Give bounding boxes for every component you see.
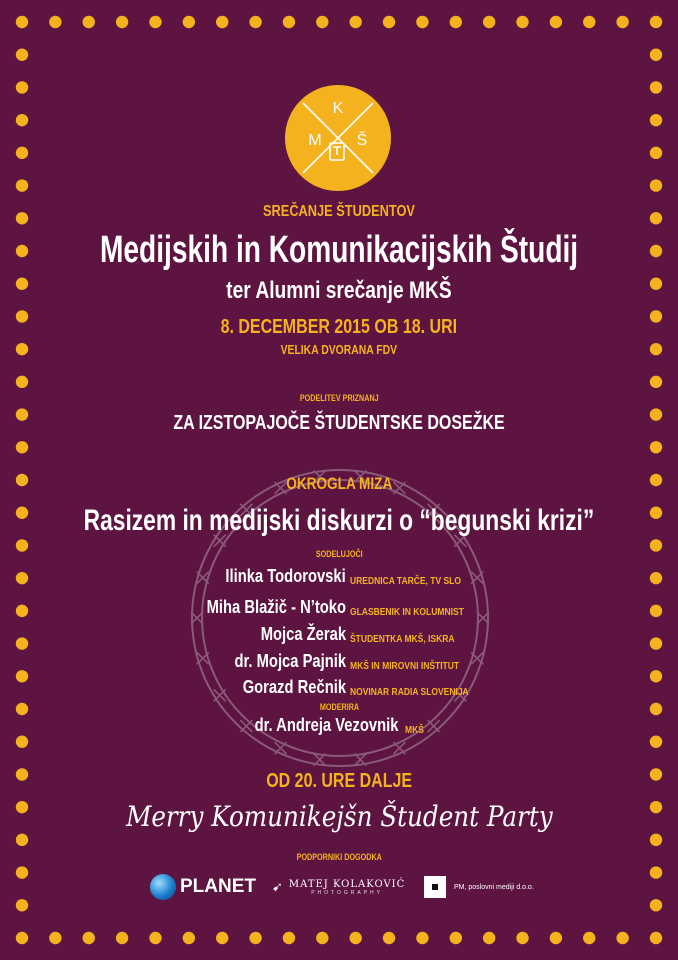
border-dot	[650, 670, 662, 682]
planet-logo-text: PLANET	[180, 876, 256, 897]
border-dot	[149, 16, 161, 28]
border-dot	[650, 179, 662, 191]
border-dot	[650, 114, 662, 126]
border-dot	[16, 834, 28, 846]
border-dot	[650, 49, 662, 61]
sponsor-planet	[150, 872, 256, 902]
border-dot	[16, 441, 28, 453]
border-dot	[550, 932, 562, 944]
border-dot	[16, 932, 28, 944]
border-dot	[416, 932, 428, 944]
moderator-role: MKŠ	[405, 725, 424, 736]
border-dot	[283, 16, 295, 28]
border-dot	[616, 932, 628, 944]
participant-role: MKŠ IN MIROVNI INŠTITUT	[350, 661, 460, 672]
sponsors-label: PODPORNIKI DOGODKA	[296, 852, 382, 862]
border-dot	[16, 49, 28, 61]
border-dot	[16, 670, 28, 682]
awards-title: ZA IZSTOPAJOČE ŠTUDENTSKE DOSEŽKE	[173, 412, 505, 434]
border-dot	[116, 16, 128, 28]
border-dot	[16, 637, 28, 649]
photographer-bird-icon: ➹	[272, 879, 283, 894]
photographer-name: MATEJ KOLAKOVIĆ	[288, 878, 406, 890]
border-dot	[16, 114, 28, 126]
border-dot	[583, 16, 595, 28]
border-dot	[316, 932, 328, 944]
photographer-sub: PHOTOGRAPHY	[311, 889, 383, 896]
border-dot	[483, 932, 495, 944]
border-dot	[16, 736, 28, 748]
sponsor-photographer	[272, 872, 405, 902]
border-dot	[183, 16, 195, 28]
logo-letter-s: Š	[356, 132, 368, 149]
border-dot	[316, 16, 328, 28]
border-dot	[416, 16, 428, 28]
mks-logo	[285, 85, 391, 191]
participant-name: Gorazd Rečnik	[242, 677, 346, 697]
border-dot	[650, 147, 662, 159]
border-dot	[383, 16, 395, 28]
border-dot	[216, 16, 228, 28]
border-dot	[650, 899, 662, 911]
sponsor-pm	[424, 872, 534, 902]
event-date: 8. DECEMBER 2015 OB 18. URI	[220, 316, 458, 338]
event-title: Medijskih in Komunikacijskih Študij	[99, 229, 579, 271]
border-dot	[650, 441, 662, 453]
border-dot	[483, 16, 495, 28]
border-dot	[650, 572, 662, 584]
border-dot	[650, 16, 662, 28]
roundtable-title: Rasizem in medijski diskurzi o “begunski krizi”	[83, 504, 595, 537]
border-dot	[249, 16, 261, 28]
border-dot	[516, 932, 528, 944]
participant-name: Mojca Žerak	[260, 624, 346, 644]
border-dot	[16, 147, 28, 159]
moderator-label: MODERIRA	[319, 702, 359, 712]
participant-role: ŠTUDENTKA MKŠ, ISKRA	[350, 634, 455, 645]
border-dot	[249, 932, 261, 944]
participant-role: NOVINAR RADIA SLOVENIJA	[350, 687, 469, 698]
border-dot	[450, 16, 462, 28]
border-dot	[650, 834, 662, 846]
logo-letter-m: M	[308, 132, 322, 149]
planet-globe-icon	[150, 874, 176, 900]
participant-name: dr. Mojca Pajnik	[234, 651, 346, 671]
border-dot	[16, 179, 28, 191]
border-dot	[650, 637, 662, 649]
border-dot	[149, 932, 161, 944]
border-dot	[550, 16, 562, 28]
border-dot	[349, 16, 361, 28]
participant-role: GLASBENIK IN KOLUMNIST	[350, 607, 464, 618]
border-dot	[16, 81, 28, 93]
border-dot	[16, 16, 28, 28]
awards-label: PODELITEV PRIZNANJ	[299, 393, 379, 403]
party-name: Merry Komunikejšn Študent Party	[125, 800, 553, 833]
event-kicker: SREČANJE ŠTUDENTOV	[263, 203, 415, 220]
event-venue: VELIKA DVORANA FDV	[280, 342, 398, 357]
border-dot	[16, 866, 28, 878]
participant-role: UREDNICA TARČE, TV SLO	[350, 576, 461, 587]
border-dot	[16, 899, 28, 911]
border-dot	[383, 932, 395, 944]
pm-company-name: PM, poslovni mediji d.o.o.	[454, 883, 534, 891]
border-dot	[349, 932, 361, 944]
border-dot	[16, 572, 28, 584]
border-dot	[83, 932, 95, 944]
roundtable-label: OKROGLA MIZA	[285, 474, 393, 493]
border-dot	[650, 866, 662, 878]
border-dot	[49, 16, 61, 28]
moderator-name: dr. Andreja Vezovnik	[254, 715, 398, 735]
logo-letter-k: K	[332, 100, 344, 117]
border-dot	[83, 16, 95, 28]
border-dot	[650, 932, 662, 944]
participant-name: Miha Blažič - N’toko	[206, 597, 346, 617]
border-dot	[650, 376, 662, 388]
border-dot	[183, 932, 195, 944]
border-dot	[450, 932, 462, 944]
border-dot	[116, 932, 128, 944]
border-dot	[650, 81, 662, 93]
participant-name: Ilinka Todorovski	[225, 566, 346, 586]
border-dot	[216, 932, 228, 944]
border-dot	[283, 932, 295, 944]
border-dot	[650, 736, 662, 748]
border-dot	[16, 376, 28, 388]
party-time: OD 20. URE DALJE	[266, 770, 412, 792]
border-dot	[49, 932, 61, 944]
participants-label: SODELUJOČI	[315, 549, 363, 559]
border-dot	[650, 605, 662, 617]
border-dot	[616, 16, 628, 28]
border-dot	[516, 16, 528, 28]
pm-logo-icon	[424, 876, 446, 898]
event-subtitle: ter Alumni srečanje MKŠ	[226, 277, 452, 304]
border-dot	[16, 605, 28, 617]
border-dot	[583, 932, 595, 944]
